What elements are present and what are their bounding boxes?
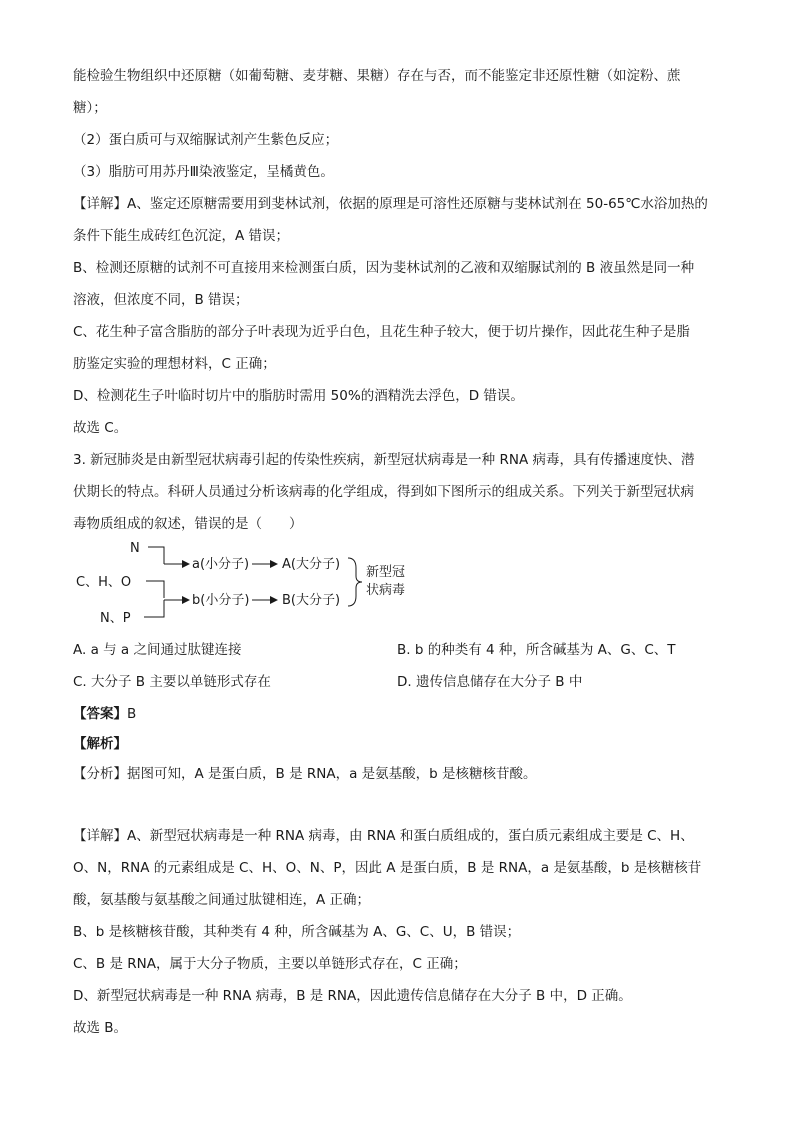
element-cho-label: C、H、O [76,575,132,590]
text-line: 糖）； [73,100,107,116]
virus-label-line2: 状病毒 [366,583,406,598]
arrow-head-icon [270,596,278,604]
arrow-head-icon [182,596,190,604]
option-b: B. b 的种类有 4 种，所含碱基为 A、G、C、T [397,642,676,658]
question-stem: 伏期长的特点。科研人员通过分析该病毒的化学组成，得到如下图所示的组成关系。下列关于新型冠状病 [73,484,694,500]
bracket-line [144,600,164,617]
question-stem: 毒物质组成的叙述，错误的是（ ） [73,516,303,532]
element-np-label: N、P [100,611,131,626]
analysis-line: 酸，氨基酸与氨基酸之间通过肽键相连，A 正确； [73,892,371,908]
analysis-line: C、B 是 RNA，属于大分子物质，主要以单链形式存在，C 正确； [73,956,467,972]
analysis-line: O、N，RNA 的元素组成是 C、H、O、N、P，因此 A 是蛋白质，B 是 RNA，a 是氨基酸，b 是核糖核苷 [73,860,702,876]
analysis-line: B、b 是核糖核苷酸，其种类有 4 种，所含碱基为 A、G、C、U，B 错误； [73,924,521,940]
text-line: 能检验生物组织中还原糖（如葡萄糖、麦芽糖、果糖）存在与否，而不能鉴定非还原性糖（如淀粉、蔗 [73,68,681,84]
text-line: D、检测花生子叶临时切片中的脂肪时需用 50%的酒精洗去浮色，D 错误。 [73,388,524,404]
analysis-line: 【详解】A、新型冠状病毒是一种 RNA 病毒，由 RNA 和蛋白质组成的，蛋白质元素组成主要是 C、H、 [73,828,694,844]
option-d: D. 遗传信息储存在大分子 B 中 [397,674,583,690]
virus-label-line1: 新型冠 [366,565,406,580]
answer-line [73,704,723,724]
composition-diagram [70,534,430,634]
text-line: C、花生种子富含脂肪的部分子叶表现为近乎白色，且花生种子较大，便于切片操作，因此花生种子是脂 [73,324,690,340]
bracket-line [146,581,164,598]
small-molecule-a-label: a(小分子) [192,557,250,572]
arrow-head-icon [182,560,190,568]
option-a: A. a 与 a 之间通过肽键连接 [73,642,242,658]
small-molecule-b-label: b(小分子) [192,593,250,608]
text-line: 溶液，但浓度不同，B 错误； [73,292,249,308]
question-stem: 3. 新冠肺炎是由新型冠状病毒引起的传染性疾病，新型冠状病毒是一种 RNA 病毒，具有传播速度快、潜 [73,452,695,468]
text-line: B、检测还原糖的试剂不可直接用来检测蛋白质，因为斐林试剂的乙液和双缩脲试剂的 B 液虽然是同一种 [73,260,695,276]
text-line: 条件下能生成砖红色沉淀，A 错误； [73,228,290,244]
text-line: （2）蛋白质可与双缩脲试剂产生紫色反应； [73,132,339,148]
bracket-line [148,547,164,564]
analysis-line: 故选 B。 [73,1020,128,1036]
text-line: 肪鉴定实验的理想材料，C 正确； [73,356,276,372]
element-n-label: N [130,541,140,556]
answer-label: 【答案】 [73,706,127,722]
brace-icon [348,558,362,606]
text-line: 故选 C。 [73,420,128,436]
arrow-head-icon [270,560,278,568]
macromolecule-a-label: A(大分子) [282,557,341,572]
option-c: C. 大分子 B 主要以单链形式存在 [73,674,271,690]
macromolecule-b-label: B(大分子) [282,593,341,608]
analysis-label: 【解析】 [73,736,127,752]
text-line: （3）脂肪可用苏丹Ⅲ染液鉴定，呈橘黄色。 [73,164,334,180]
analysis-line: 【分析】据图可知，A 是蛋白质，B 是 RNA，a 是氨基酸，b 是核糖核苷酸。 [73,766,537,782]
answer-value: B [127,706,137,722]
text-line: 【详解】A、鉴定还原糖需要用到斐林试剂，依据的原理是可溶性还原糖与斐林试剂在 50-65℃水浴加热的 [73,196,708,212]
analysis-line: D、新型冠状病毒是一种 RNA 病毒，B 是 RNA，因此遗传信息储存在大分子 B 中，D 正确。 [73,988,632,1004]
